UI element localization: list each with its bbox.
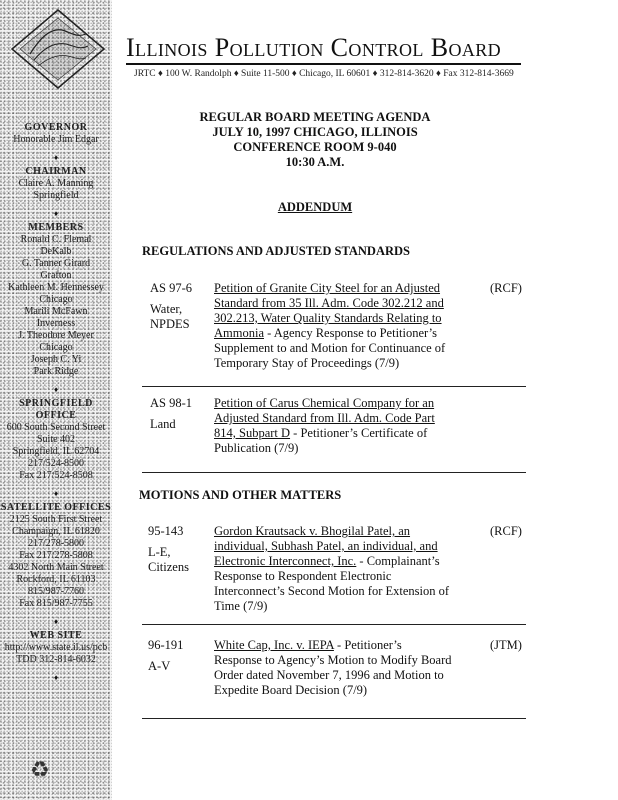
sidebar-line: Springfield bbox=[33, 190, 79, 201]
sidebar-line: 815/987-7760 bbox=[27, 586, 85, 597]
item-divider bbox=[142, 472, 526, 473]
item-case-title: Gordon Krautsack v. Bhogilal Patel, an individual, Subhash Patel, an individual, and Electronic Interconnect, Inc. bbox=[214, 524, 438, 568]
sidebar-heading: CHAIRMAN bbox=[25, 166, 87, 177]
diamond-separator-icon: ♦ bbox=[53, 209, 59, 218]
item-category: A-V bbox=[148, 659, 171, 673]
item-number: 95-143 bbox=[148, 524, 184, 538]
sidebar-line: Grafton bbox=[40, 270, 72, 281]
item-action: - Agency Response to Petitioner’s Supplement to and Motion for Continuance of Temporary Stay of Proceedings (7/9) bbox=[214, 326, 446, 370]
sidebar-heading: GOVERNOR bbox=[24, 122, 88, 133]
item-member-code: (JTM) bbox=[490, 638, 522, 652]
sidebar-heading: WEB SITE bbox=[29, 630, 83, 641]
item-action: - Complainant’s Response to Respondent Electronic Interconnect’s Second Motion for Extension of Time (7/9) bbox=[214, 554, 450, 613]
item-description bbox=[214, 281, 452, 371]
sidebar-line: G. Tanner Girard bbox=[21, 258, 91, 269]
sidebar-line: Suite 402 bbox=[36, 434, 76, 445]
sidebar-line: Chicago bbox=[39, 294, 73, 305]
sidebar-line: 217/278-5800 bbox=[27, 538, 85, 549]
sidebar-block bbox=[0, 166, 112, 202]
agenda-heading bbox=[160, 110, 470, 170]
item-number: AS 97-6 bbox=[150, 281, 193, 295]
item-action: - Petitioner’s Certificate of Publication (7/9) bbox=[214, 426, 428, 455]
sidebar-line: Springfield, IL 62704 bbox=[12, 446, 100, 457]
sidebar-line: Chicago bbox=[39, 342, 73, 353]
agenda-title: REGULAR BOARD MEETING AGENDA bbox=[199, 110, 431, 124]
agenda-item bbox=[148, 524, 530, 614]
sidebar-line: Claire A. Manning bbox=[18, 178, 94, 189]
board-address: JRTC ♦ 100 W. Randolph ♦ Suite 11-500 ♦ Chicago, IL 60601 ♦ 312-814-3620 ♦ Fax 312-814-3669 bbox=[134, 69, 514, 79]
agenda-item bbox=[148, 638, 530, 708]
sidebar-heading: MEMBERS bbox=[28, 222, 84, 233]
diamond-separator-icon: ♦ bbox=[53, 673, 59, 682]
sidebar-line: 4302 North Main Street bbox=[8, 562, 104, 573]
sidebar-line: Ronald C. Flemal bbox=[20, 234, 92, 245]
item-description bbox=[214, 638, 452, 698]
section-regulations: REGULATIONS AND ADJUSTED STANDARDS bbox=[142, 244, 410, 258]
item-category: Land bbox=[150, 417, 176, 431]
section-motions: MOTIONS AND OTHER MATTERS bbox=[139, 488, 342, 502]
item-category: Water, NPDES bbox=[150, 302, 190, 331]
item-divider bbox=[142, 624, 526, 625]
sidebar-block bbox=[0, 630, 112, 666]
header-divider bbox=[126, 63, 521, 65]
item-description bbox=[214, 524, 452, 614]
sidebar-line: 600 South Second Street bbox=[6, 422, 106, 433]
item-number: 96-191 bbox=[148, 638, 184, 652]
agenda-room: CONFERENCE ROOM 9-040 bbox=[233, 140, 397, 154]
item-divider bbox=[142, 386, 526, 387]
item-description bbox=[214, 396, 452, 456]
item-member-code: (RCF) bbox=[490, 524, 522, 538]
item-action: - Petitioner’s Response to Agency’s Motion to Modify Board Order dated November 7, 1996 and Motion to Expedite Board Decision (7/9) bbox=[214, 638, 452, 697]
sidebar-line: http://www.state.il.us/pcb bbox=[4, 642, 108, 653]
item-divider bbox=[142, 718, 526, 719]
addendum-heading: ADDENDUM bbox=[277, 200, 353, 214]
sidebar-line: Honorable Jim Edgar bbox=[13, 134, 99, 145]
board-logo bbox=[10, 8, 106, 90]
agenda-item bbox=[150, 396, 530, 456]
item-case-title: Petition of Carus Chemical Company for an Adjusted Standard from Ill. Adm. Code Part 814, Subpart D bbox=[214, 396, 435, 440]
item-member-code: (RCF) bbox=[490, 281, 522, 295]
sidebar-line: DeKalb bbox=[40, 246, 72, 257]
sidebar-directory bbox=[0, 122, 112, 686]
sidebar-line: Marili McFawn bbox=[24, 306, 88, 317]
agenda-item bbox=[150, 281, 530, 371]
sidebar-block bbox=[0, 122, 112, 146]
sidebar-line: Park Ridge bbox=[33, 366, 79, 377]
sidebar-line: Inverness bbox=[36, 318, 76, 329]
sidebar-line: TDD 312-814-6032 bbox=[16, 654, 96, 665]
diamond-separator-icon: ♦ bbox=[53, 385, 59, 394]
board-name: Illinois Pollution Control Board bbox=[126, 33, 502, 62]
item-number: AS 98-1 bbox=[150, 396, 193, 410]
sidebar-line: Fax 217/524-8508 bbox=[19, 470, 93, 481]
agenda-date: JULY 10, 1997 CHICAGO, ILLINOIS bbox=[212, 125, 418, 139]
item-case-title: Petition of Granite City Steel for an Adjusted Standard from 35 Ill. Adm. Code 302.212 and 302.213, Water Quality Standards Relating to Ammonia bbox=[214, 281, 444, 340]
sidebar-heading: SPRINGFIELD OFFICE bbox=[19, 398, 93, 421]
recycle-icon: ♻ bbox=[30, 757, 50, 782]
sidebar-heading: SATELLITE OFFICES bbox=[0, 502, 112, 513]
diamond-separator-icon: ♦ bbox=[53, 617, 59, 626]
item-category: L-E, Citizens bbox=[148, 545, 189, 574]
sidebar-line: J. Theodore Meyer bbox=[18, 330, 94, 341]
item-case-title: White Cap, Inc. v. IEPA bbox=[214, 638, 334, 652]
sidebar-block bbox=[0, 398, 112, 482]
sidebar-line: Champaign, IL 61820 bbox=[12, 526, 100, 537]
sidebar-line: Kathleen M. Hennessey bbox=[8, 282, 104, 293]
diamond-separator-icon: ♦ bbox=[53, 153, 59, 162]
sidebar-block bbox=[0, 502, 112, 610]
sidebar-line: Joseph C. Yi bbox=[30, 354, 82, 365]
sidebar-line: Fax 217/278-5808 bbox=[19, 550, 93, 561]
diamond-separator-icon: ♦ bbox=[53, 489, 59, 498]
sidebar-line: Rockford, IL 61103 bbox=[16, 574, 96, 585]
sidebar-line: 217/524-8500 bbox=[27, 458, 85, 469]
agenda-time: 10:30 A.M. bbox=[285, 155, 345, 169]
sidebar-block bbox=[0, 222, 112, 378]
sidebar-line: Fax 815/987-7755 bbox=[19, 598, 93, 609]
sidebar-line: 2125 South First Street bbox=[9, 514, 103, 525]
sidebar bbox=[0, 0, 112, 800]
